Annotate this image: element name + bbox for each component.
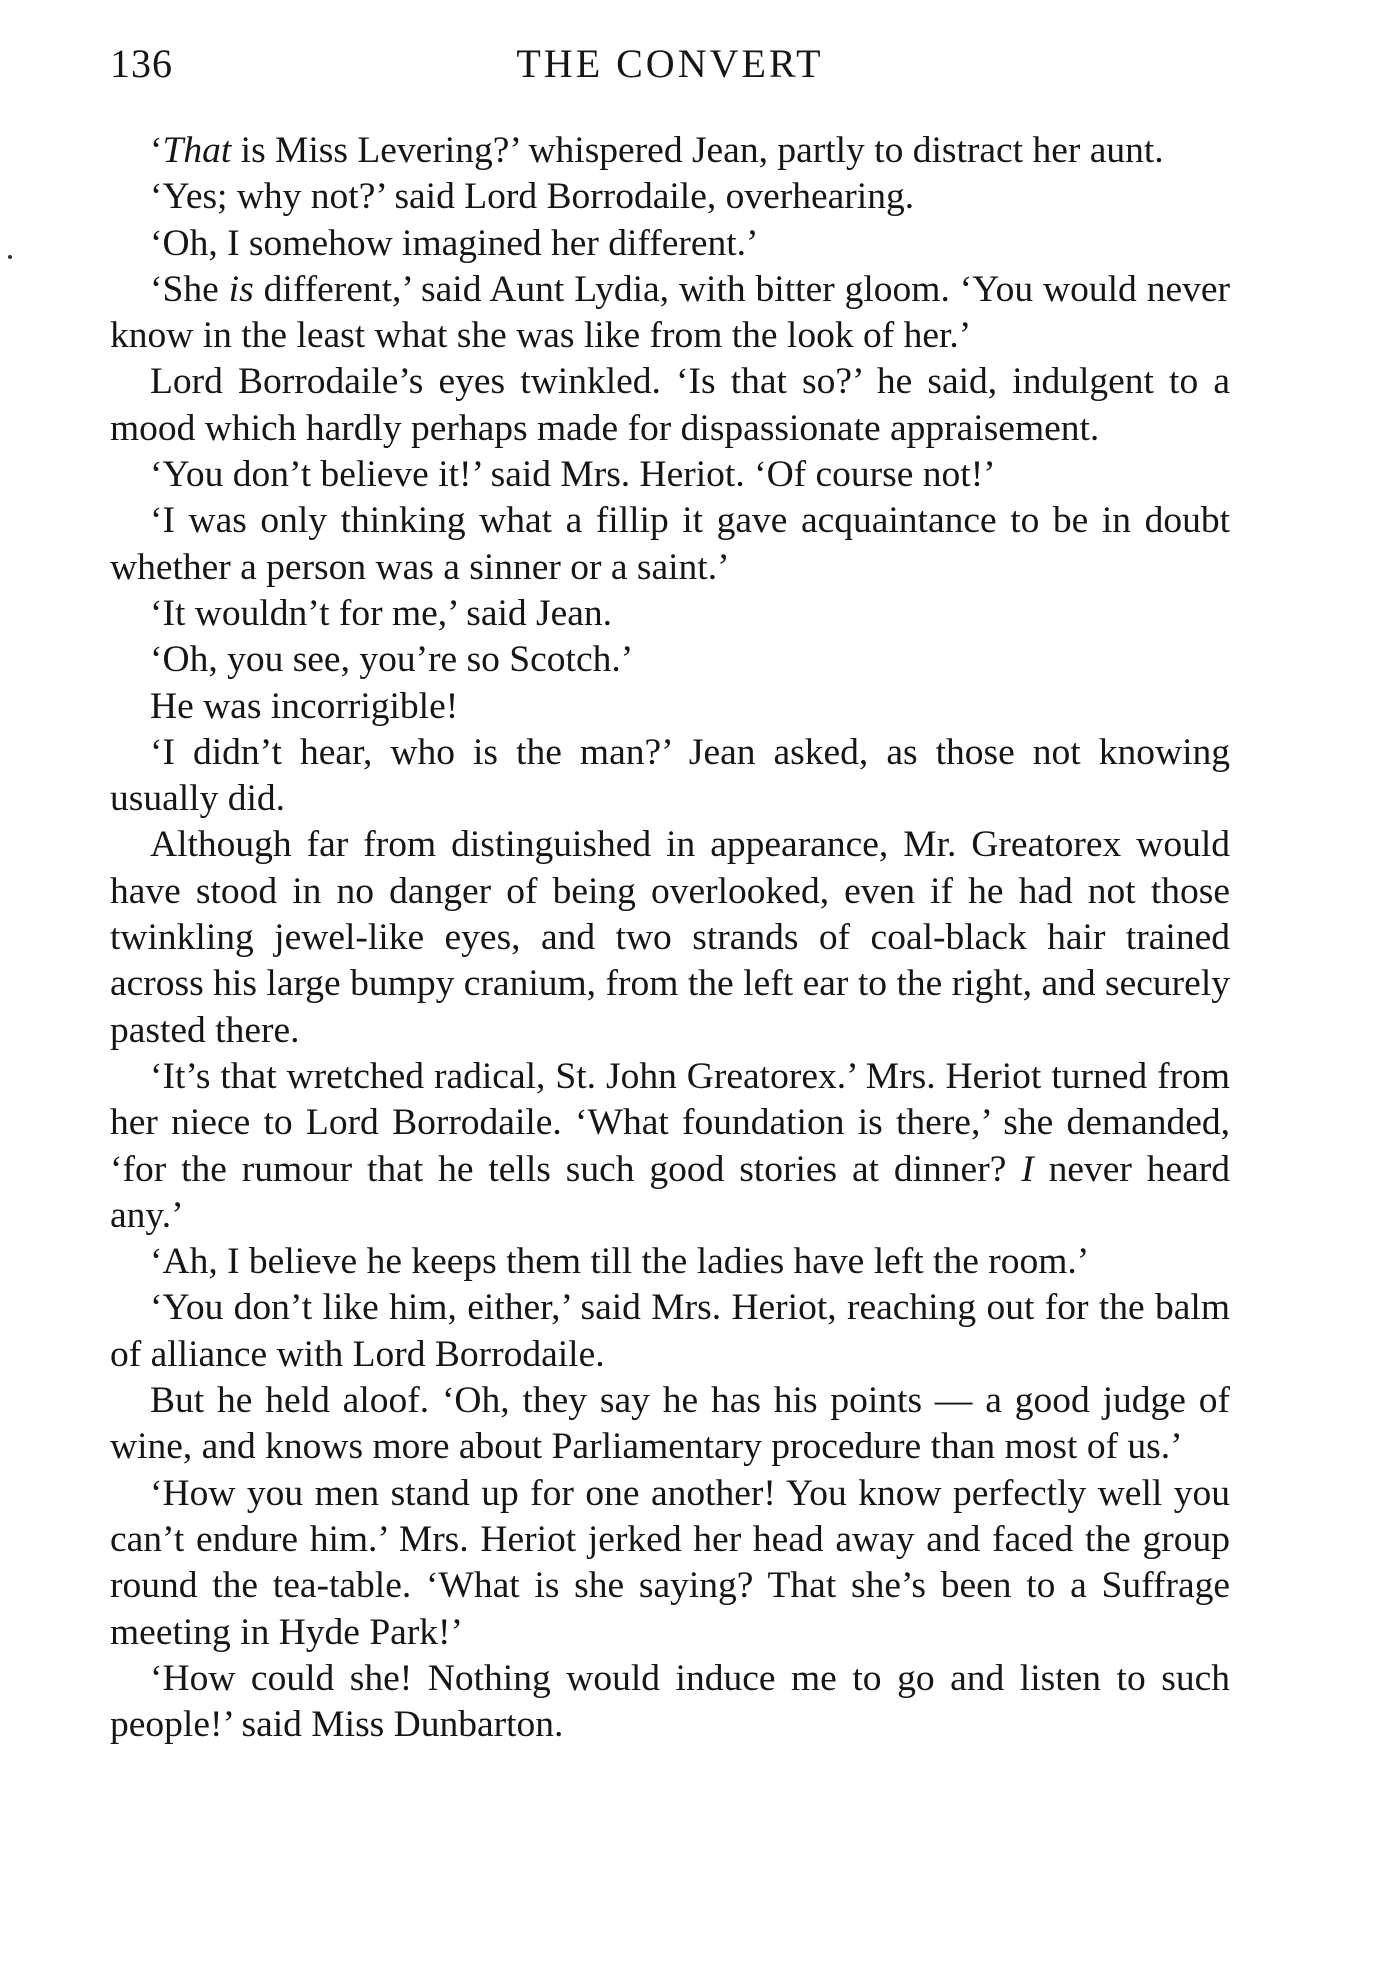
paragraph — [110, 1378, 1230, 1471]
paragraph — [110, 498, 1230, 591]
italic-text: I — [1021, 1148, 1034, 1190]
text-run: ‘Yes; why not?’ said Lord Borrodaile, overhearing. — [150, 176, 915, 218]
italic-text: That — [162, 130, 232, 171]
paragraph — [110, 1471, 1230, 1656]
paragraph — [110, 174, 1230, 220]
text-run: ‘Oh, I somehow imagined her different.’ — [150, 222, 759, 264]
text-run: ‘Ah, I believe he keeps them till the ladies have left the room.’ — [150, 1241, 1090, 1283]
text-run: But he held aloof. ‘Oh, they say he has his points — a good judge of wine, and knows more about Parliamentary procedure than most of us.’ — [110, 1380, 1230, 1468]
text-run: ‘It wouldn’t for me,’ said Jean. — [150, 592, 613, 634]
text-run: Lord Borrodaile’s eyes twinkled. ‘Is that so?’ he said, indulgent to a mood which hardly perhaps made for dispassionate appraisement. — [110, 361, 1230, 449]
paragraph — [110, 730, 1230, 823]
paragraph — [110, 591, 1230, 637]
paragraph — [110, 684, 1230, 730]
paragraph — [110, 1239, 1230, 1285]
text-run: ‘You don’t believe it!’ said Mrs. Heriot. ‘Of course not!’ — [150, 454, 996, 496]
page-number: 136 — [110, 41, 173, 86]
text-run: ‘You don’t like him, either,’ said Mrs. Heriot, reaching out for the balm of alliance with Lord Borrodaile. — [110, 1287, 1230, 1375]
text-run: ‘She — [150, 268, 229, 310]
scan-speck — [8, 255, 12, 259]
paragraph — [110, 128, 1230, 174]
running-title: THE CONVERT — [516, 41, 824, 86]
text-run: ‘ — [150, 130, 163, 171]
paragraph — [110, 452, 1230, 498]
text-run: ‘Oh, you see, you’re so Scotch.’ — [150, 639, 634, 681]
paragraph — [110, 1285, 1230, 1378]
text-run: ‘I was only thinking what a fillip it gave acquaintance to be in doubt whether a person was a sinner or a saint.’ — [110, 500, 1230, 588]
page-header — [110, 36, 1230, 96]
paragraph — [110, 822, 1230, 1053]
italic-text: is — [228, 268, 254, 310]
paragraph — [110, 1656, 1230, 1749]
text-run: is Miss Levering?’ whispered Jean, partly to distract her aunt. — [231, 130, 1164, 171]
paragraph — [110, 267, 1230, 360]
paragraph — [110, 221, 1230, 267]
text-run: He was incorrigible! — [150, 685, 459, 727]
paragraph — [110, 1054, 1230, 1239]
text-run: ‘I didn’t hear, who is the man?’ Jean asked, as those not knowing usually did. — [110, 731, 1230, 820]
body-text — [110, 128, 1230, 1748]
text-run: ‘How could she! Nothing would induce me to go and listen to such people!’ said Miss Dunbarton. — [110, 1657, 1230, 1746]
text-run: Although far from distinguished in appearance, Mr. Greatorex would have stood in no danger of being overlooked, even if he had not those twinkling jewel-like eyes, and two strands of coal-black hair trained across his large bumpy cranium, from the left ear to the right, and securely pasted there. — [110, 824, 1230, 1051]
text-run: ‘How you men stand up for one another! You know perfectly well you can’t endure him.’ Mrs. Heriot jerked her head away and faced the group round the tea-table. ‘What is she saying? That she’s been to a Suffrage meeting in Hyde Park!’ — [110, 1472, 1230, 1653]
text-run: ‘It’s that wretched radical, St. John Greatorex.’ Mrs. Heriot turned from her niece to Lord Borrodaile. ‘What foundation is there,’ she demanded, ‘for the rumour that he tells such good stories at dinner? — [110, 1055, 1230, 1190]
text-run: different,’ said Aunt Lydia, with bitter gloom. ‘You would never know in the least what she was like from the look of her.’ — [110, 268, 1230, 357]
paragraph — [110, 637, 1230, 683]
paragraph — [110, 359, 1230, 452]
text-run: never heard any.’ — [110, 1148, 1230, 1236]
